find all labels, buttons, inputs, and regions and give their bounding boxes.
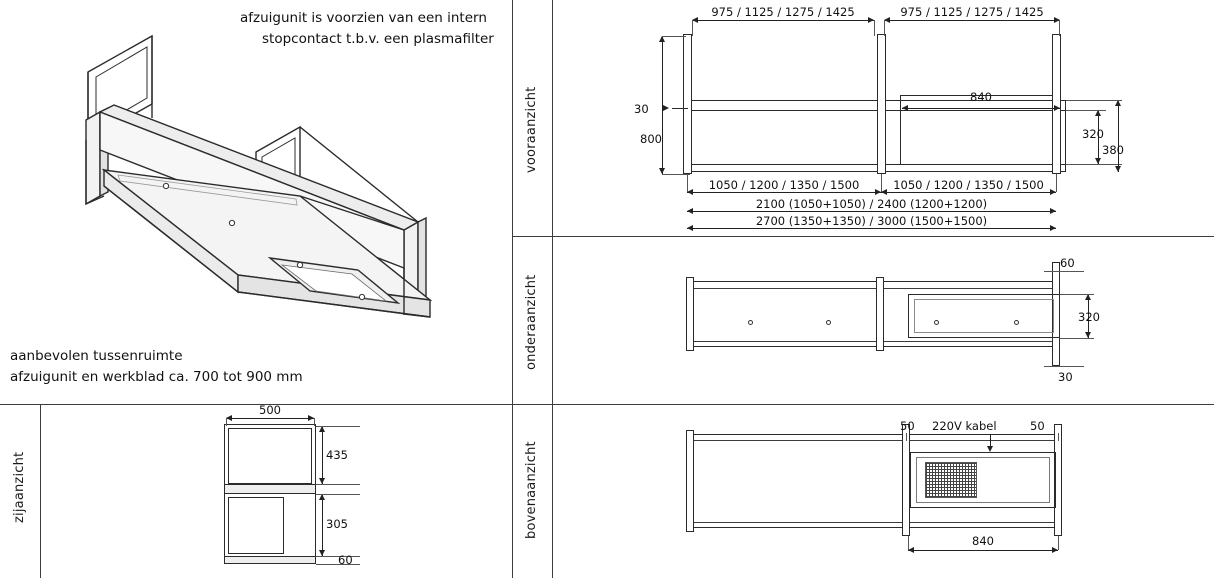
front-dim-30-text: 30: [634, 102, 649, 116]
front-dim-bottom-left-line: [687, 192, 881, 193]
bottom-dim-320-ext-top: [1060, 294, 1094, 295]
side-dim-435-line: [322, 426, 323, 484]
top-view-edge-line-2: [690, 522, 1062, 523]
note-top-line-2: stopcontact t.b.v. een plasmafilter: [262, 31, 494, 47]
front-dim-800-ext-top: [662, 36, 686, 37]
side-dim-305-line: [322, 494, 323, 556]
front-dim-ext-1: [692, 20, 693, 36]
isometric-view: [0, 0, 512, 404]
bottom-view-hole-3: [934, 320, 939, 325]
bottom-view-hole-1: [748, 320, 753, 325]
front-dim-total-text-1: 2100 (1050+1050) / 2400 (1200+1200): [755, 197, 988, 211]
side-dim-500-line: [226, 418, 314, 419]
bottom-view-line-top: [690, 288, 1060, 289]
top-view-mesh-filter: [925, 462, 977, 498]
divider-horizontal-right-1: [512, 236, 1214, 237]
front-dim-bottom-right-line: [881, 192, 1056, 193]
top-dim-840-ext-r: [1058, 536, 1059, 550]
front-dim-30-arrow: [663, 105, 669, 111]
front-dim-bottom-right-text: 1050 / 1200 / 1350 / 1500: [893, 178, 1044, 192]
bottom-dim-320-text: 320: [1078, 310, 1100, 324]
top-dim-840-line: [908, 550, 1058, 551]
front-dim-320-ext-bottom: [1066, 164, 1122, 165]
bottom-dim-30-ext: [1044, 366, 1084, 367]
front-dim-800-text: 800: [640, 132, 662, 146]
front-dim-800-line: [662, 36, 663, 174]
top-dim-50-left-ext: [906, 433, 907, 441]
front-dim-top-left-line: [692, 20, 874, 21]
side-dim-435-ext-top: [316, 426, 360, 427]
divider-horizontal-right-2: [512, 404, 1214, 405]
front-dim-top-right-text: 975 / 1125 / 1275 / 1425: [900, 5, 1044, 19]
divider-vertical-main: [512, 0, 513, 578]
side-dim-60-text: 60: [338, 553, 353, 567]
bottom-dim-60-text: 60: [1060, 256, 1075, 270]
front-dim-ext-2: [874, 20, 875, 36]
bottom-dim-60-ext: [1044, 271, 1084, 272]
top-dim-50-left-text: 50: [900, 419, 915, 433]
front-dim-840-line: [902, 108, 1060, 109]
front-dim-total-line-1: [687, 211, 1056, 212]
front-view-post-right: [1052, 34, 1061, 174]
front-dim-380-arrow-d: [1115, 166, 1121, 172]
side-view-upper-panel: [228, 428, 312, 484]
top-dim-840-text: 840: [972, 534, 994, 548]
front-dim-total-text-2: 2700 (1350+1350) / 3000 (1500+1500): [755, 214, 988, 228]
side-view-mid-bar: [224, 484, 316, 494]
side-dim-305-ext-top: [316, 494, 360, 495]
top-view-post-left: [686, 430, 694, 532]
panel-label-bovenaanzicht: bovenaanzicht: [524, 441, 539, 539]
front-dim-320-text: 320: [1082, 127, 1104, 141]
panel-label-onderaanzicht: onderaanzicht: [524, 274, 539, 371]
side-dim-500-ext-l: [226, 418, 227, 426]
note-bottom-line-1: aanbevolen tussenruimte: [10, 348, 183, 364]
front-dim-840-text: 840: [970, 90, 992, 104]
side-dim-305-text: 305: [326, 517, 348, 531]
front-dim-380-text: 380: [1102, 143, 1124, 157]
side-dim-500-ext-r: [314, 418, 315, 426]
front-view-stub-30: [672, 108, 688, 109]
divider-vertical-left-label: [40, 404, 41, 578]
top-cable-arrow-head: [987, 446, 993, 452]
divider-vertical-label-col: [552, 0, 553, 578]
top-cable-label: 220V kabel: [932, 419, 997, 433]
front-view-inner-box-840: [900, 95, 1060, 165]
bottom-view-hole-4: [1014, 320, 1019, 325]
front-dim-bottom-left-text: 1050 / 1200 / 1350 / 1500: [708, 178, 860, 192]
top-view-edge-line: [690, 440, 1062, 441]
front-bottom-ext-3: [1056, 174, 1057, 192]
bottom-dim-30-text: 30: [1058, 370, 1073, 384]
front-dim-800-ext-bottom: [662, 174, 690, 175]
bottom-dim-320-ext-bottom: [1060, 338, 1094, 339]
bottom-view-hole-2: [826, 320, 831, 325]
top-dim-50-right-text: 50: [1030, 419, 1045, 433]
front-dim-total-line-2: [687, 228, 1056, 229]
side-dim-435-ext-bottom: [316, 484, 360, 485]
bottom-view-post-left: [686, 277, 694, 351]
front-dim-ext-4: [1059, 20, 1060, 36]
front-dim-840-arrow-l: [902, 105, 908, 111]
note-bottom-line-2: afzuigunit en werkblad ca. 700 tot 900 mm: [10, 369, 303, 385]
side-dim-435-text: 435: [326, 448, 348, 462]
front-dim-380-line: [1118, 100, 1119, 172]
note-top-line-1: afzuigunit is voorzien van een intern: [240, 10, 487, 26]
bottom-view-line-bottom: [690, 341, 1060, 342]
front-view-post-center: [877, 34, 886, 174]
front-dim-380-ext-top: [1066, 100, 1122, 101]
side-view-bottom-bar: [224, 556, 316, 564]
bottom-view-filter-inner: [914, 299, 1054, 333]
front-dim-top-left-text: 975 / 1125 / 1275 / 1425: [711, 5, 855, 19]
top-dim-50-right-ext: [1058, 433, 1059, 441]
panel-label-zijaanzicht: zijaanzicht: [12, 451, 27, 524]
front-dim-top-right-line: [884, 20, 1060, 21]
front-dim-ext-3: [884, 20, 885, 36]
side-dim-500-text: 500: [259, 403, 281, 417]
side-view-lower-panel: [228, 497, 284, 554]
front-dim-840-arrow-r: [1054, 105, 1060, 111]
bottom-view-post-center: [876, 277, 884, 351]
panel-label-vooraanzicht: vooraanzicht: [524, 86, 539, 174]
front-view-post-left: [683, 34, 692, 174]
front-dim-320-ext-top: [1066, 110, 1106, 111]
